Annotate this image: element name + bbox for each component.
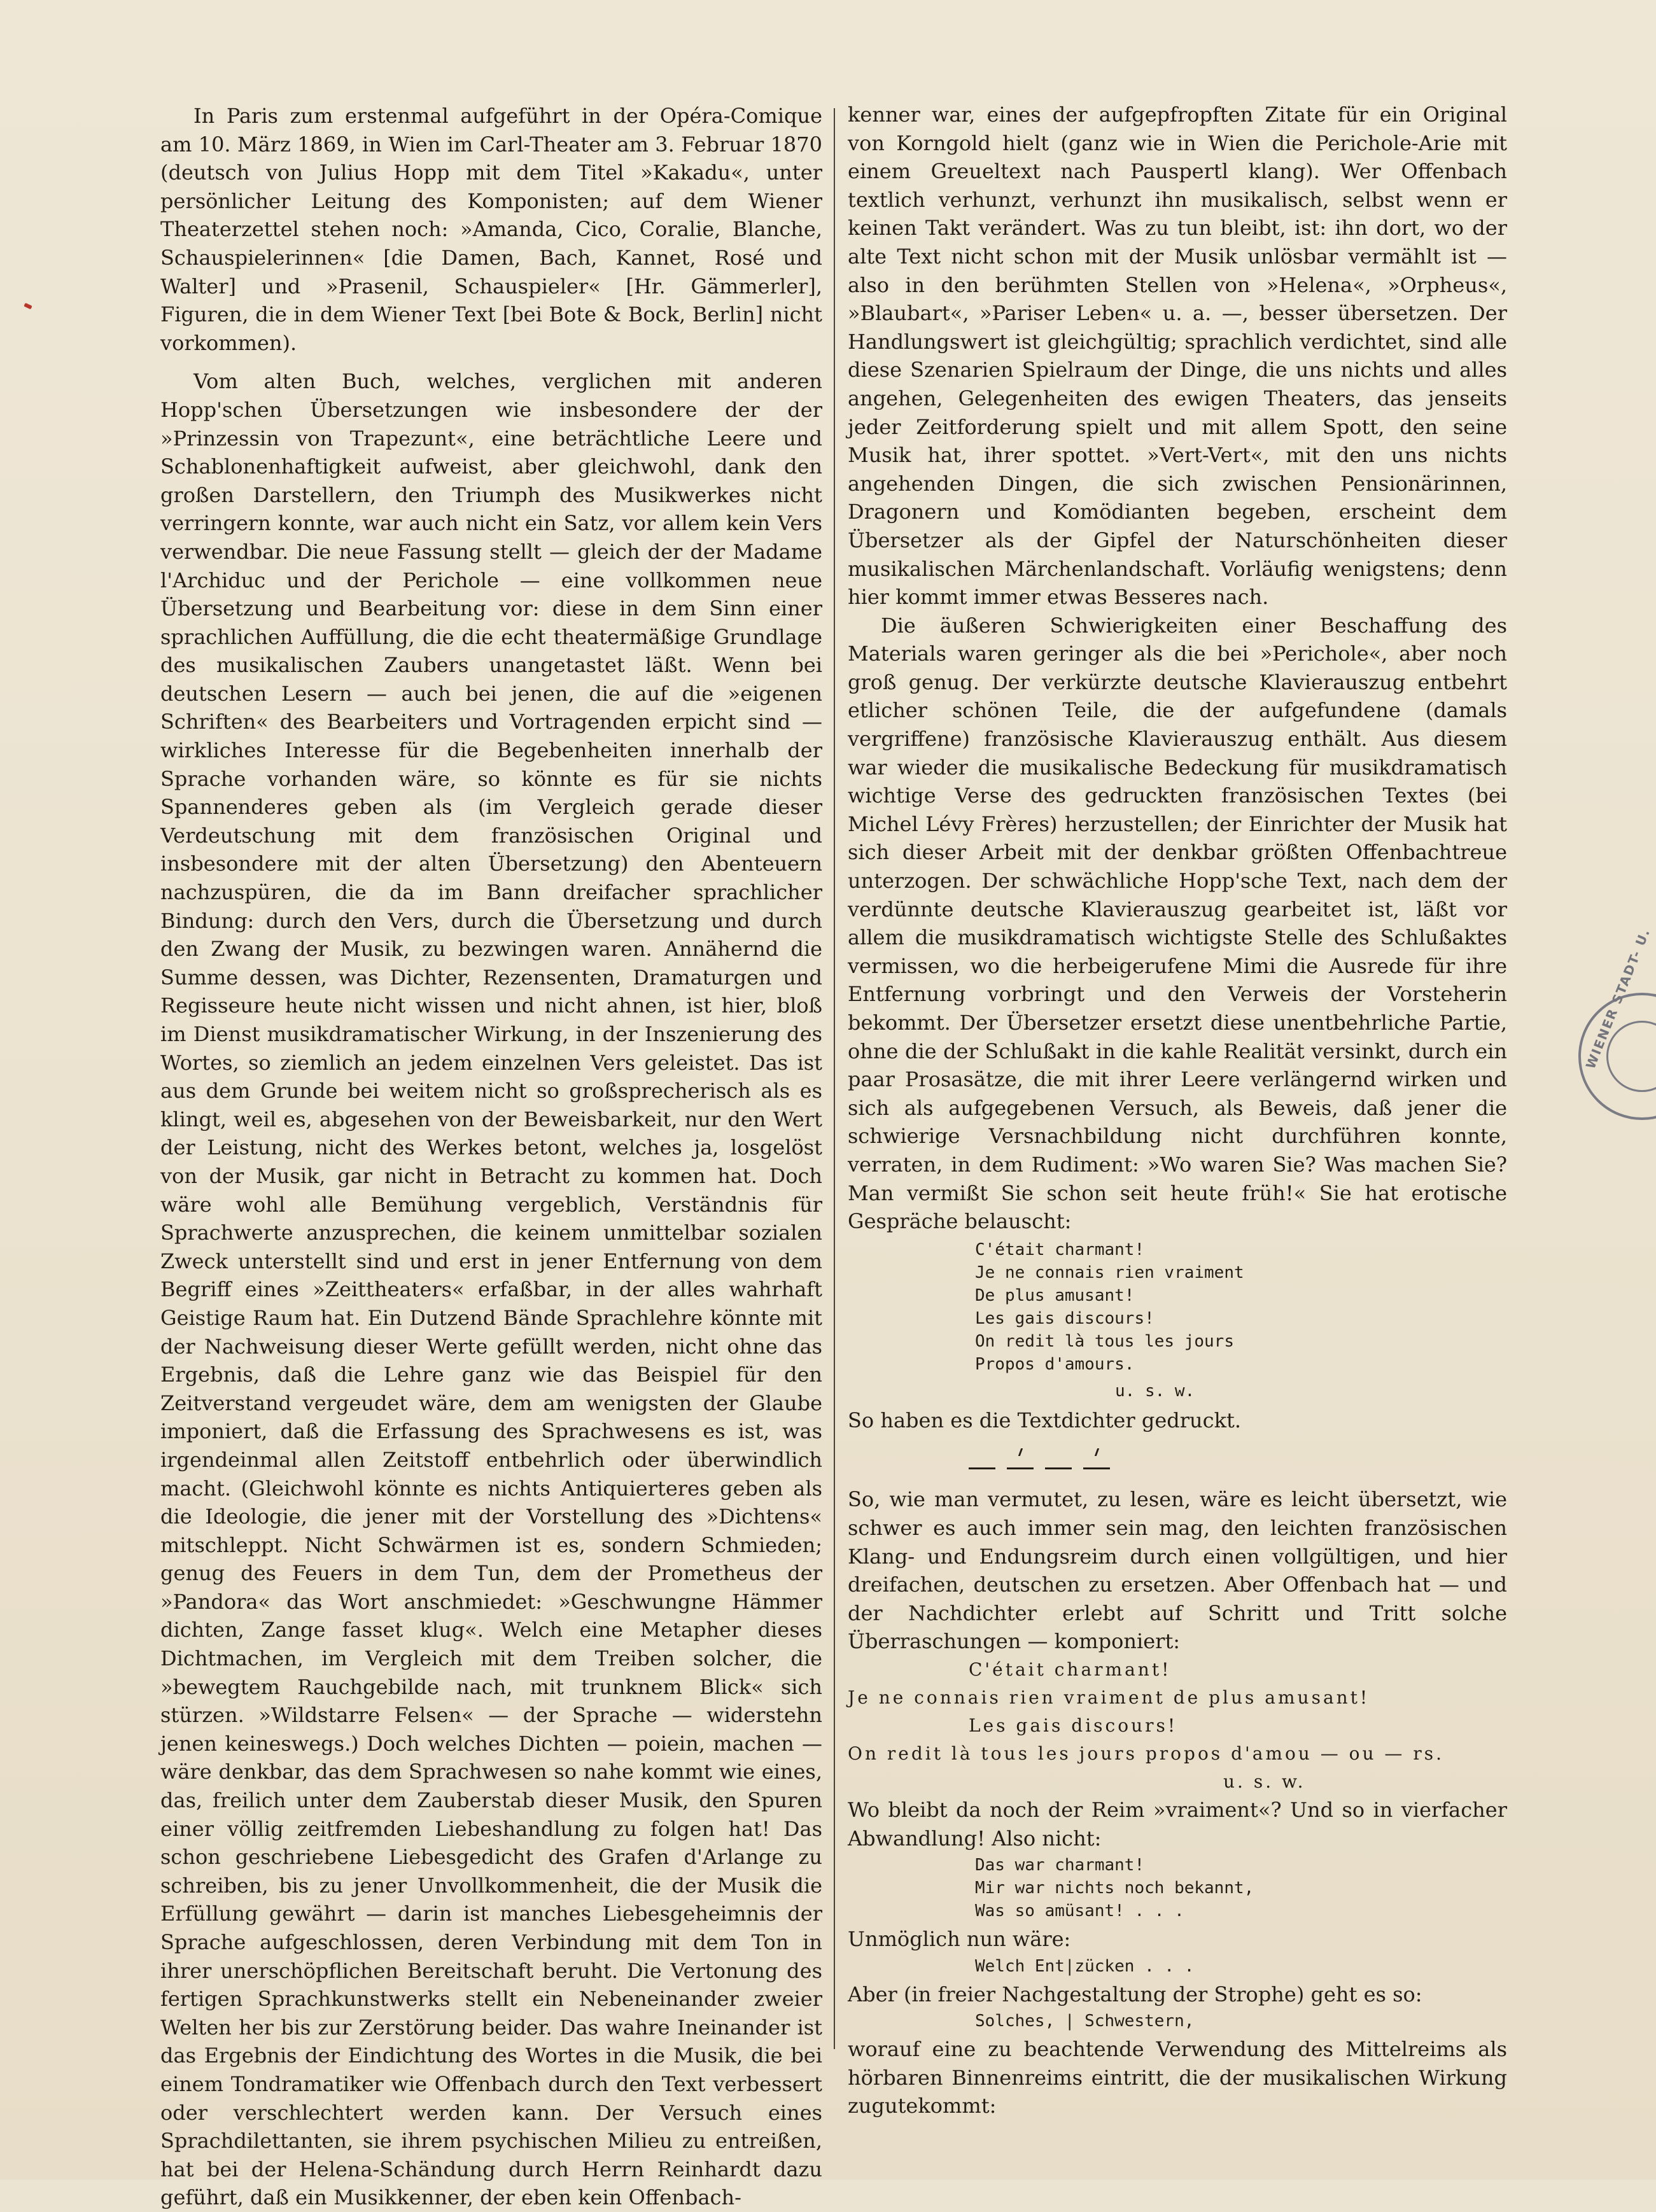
library-stamp-inner-ring — [1606, 1021, 1656, 1092]
free-adaptation-line: Aber (in freier Nachgestaltung der Strophe) geht es so: — [848, 1982, 1422, 2006]
separator-dash — [1045, 1467, 1072, 1469]
verse-usw: u. s. w. — [1115, 1381, 1195, 1401]
german-verse-rejected: Das war charmant! Mir war nichts noch bekannt, Was so amüsant! . . . — [975, 1856, 1254, 1921]
dash-separator — [848, 1434, 1507, 1485]
translation-paragraph: So, wie man vermutet, zu lesen, wäre es leicht übersetzt, wie schwer es auch immer sein mag, den leichten französischen Klang- und Endungsreim durch einen vollgültigen, und hier dreifachen, deutschen zu ersetzen. Aber Offenbach hat — und der Nachdichter erlebt auf Schritt und Tritt solche Überraschungen — komponiert: — [848, 1487, 1507, 1654]
right-text-column — [848, 101, 1507, 2120]
separator-accent — [1018, 1448, 1023, 1456]
composed-line: C'était charmant! — [969, 1658, 1172, 1680]
separator-dash — [1007, 1467, 1034, 1469]
impossible-line: Unmöglich nun wäre: — [848, 1927, 1071, 1952]
closing-paragraph: worauf eine zu beachtende Verwendung des Mittelreims als hörbaren Binnenreims eintritt, die der musikalischen Wirkung zugutekommt: — [848, 2037, 1507, 2118]
left-text-column — [160, 102, 822, 2212]
rhyme-question-paragraph: Wo bleibt da noch der Reim »vraiment«? Und so in vierfacher Abwandlung! Also nicht: — [848, 1797, 1507, 1851]
separator-dash — [969, 1467, 995, 1469]
continuation-paragraph: kenner war, eines der aufgepfropften Zitate für ein Original von Korngold hielt (ganz wie in Wien die Perichole-Arie mit einem Greueltext nach Pauspertl klang). Wer Offenbach textlich verhunzt, verhunzt ihn musikalisch, selbst wenn er keinen Takt verändert. Was zu tun bleibt, ist: ihn dort, wo der alte Text nicht schon mit der Musik unlösbar vermählt ist — also in den berühmten Stellen von »Helena«, »Orpheus«, »Blaubart«, »Pariser Leben« u. a. —, besser übersetzen. Der Handlungswert ist gleichgültig; sprachlich verdichtet, sind alle diese Szenarien Spielraum der Dinge, die uns nichts und alles angehen, Gelegenheiten des ewigen Theaters, das jenseits jeder Zeitforderung spielt und mit allem Spott, den seine Musik hat, ihrer spottet. »Vert-Vert«, mit den uns nichts angehenden Dingen, die sich zwischen Pensionärinnen, Dragonern und Komödianten begeben, erscheint dem Übersetzer als der Gipfel der Naturschönheiten dieser musikalischen Märchenlandschaft. Vorläufig wenigstens; denn hier kommt immer etwas Besseres nach. — [848, 102, 1507, 610]
german-verse-adaptation: Solches, | Schwestern, — [975, 2012, 1195, 2031]
body-paragraph: Vom alten Buch, welches, verglichen mit anderen Hopp'schen Übersetzungen wie insbesondere der der »Prinzessin von Trapezunt«, eine beträchtliche Leere und Schablonenhaftigkeit aufweist, aber gleichwohl, dank den großen Darstellern, den Triumph des Musikwerkes nicht verringern konnte, war auch nicht ein Satz, vor allem kein Vers verwendbar. Die neue Fassung stellt — gleich der der Madame l'Archiduc und der Perichole — eine vollkommen neue Übersetzung und Bearbeitung vor: diese in dem Sinn einer sprachlichen Auffüllung, die die echt theatermäßige Grundlage des musikalischen Zaubers unangetastet läßt. Wenn bei deutschen Lesern — auch bei jenen, die auf die »eigenen Schriften« des Bearbeiters und Vortragenden erpicht sind — wirkliches Interesse für die Begebenheiten innerhalb der Sprache vorhanden wäre, so könnte es für sie nichts Spannenderes geben als (im Vergleich gerade dieser Verdeutschung mit dem französischen Original und insbesondere mit der alten Übersetzung) den Abenteuern nachzuspüren, die da im Bann dreifacher sprachlicher Bindung: durch den Vers, durch die Übersetzung und durch den Zwang der Musik, zu bezwingen waren. Annähernd die Summe dessen, was Dichter, Rezensenten, Dramaturgen und Regisseure heute nicht wissen und nicht ahnen, ist hier, bloß im Dienst musikdramatischer Wirkung, in der Inszenierung des Wortes, so ziemlich an jedem einzelnen Vers geleistet. Das ist aus dem Grunde bei weitem nicht so großsprecherisch als es klingt, weil es, abgesehen von der Beweisbarkeit, nur den Wert der Leistung, nicht des Werkes betont, welches ja, losgelöst von der Musik, gar nicht in Betracht zu kommen hat. Doch wäre wohl alle Bemühung vergeblich, Verständnis für Sprachwerte anzusprechen, die keinem unmittelbar sozialen Zweck unterstellt sind und erst in jener Entfernung von dem Begriff eines »Zeittheaters« erfaßbar, in der alles wahrhaft Geistige Raum hat. Ein Dutzend Bände Sprachlehre könnte mit der Nachweisung dieser Werte gefüllt werden, nicht ohne das Ergebnis, daß die Lehre ganz wie das Beispiel für den Zeitverstand vergeudet wäre, dem am wenigsten der Glaube imponiert, daß die Erfassung des Sprachwesens es ist, was irgendeinmal allen Zeitstoff entbehrlich oder überwindlich macht. (Gleichwohl könnte es nichts Antiquierteres geben als die Ideologie, die jener mit der Vorstellung des »Dichtens« mitschleppt. Nicht Schwärmen ist es, sondern Schmieden; genug des Feuers in dem Tun, dem der Prometheus der »Pandora« das Wort anschmiedet: »Geschwungne Hämmer dichten, Zange fasset klug«. Welch eine Metapher dieses Dichtmachen, im Vergleich mit dem Treiben solcher, die »bewegtem Rauchgebilde nach, mit trunknem Blick« sich stürzen. »Wildstarre Felsen« — der Sprache — widerstehn jenen keineswegs.) Doch welches Dichten — poiein, machen — wäre denkbar, das dem Sprachwesen so nahe kommt wie eines, das, freilich unter dem Zauberstab dieser Musik, den Spuren einer völlig zeitfremden Liebeshandlung zu folgen hat! Das schon geschriebene Liebesgedicht des Grafen d'Arlange zu schreiben, bis zu jener Unvollkommenheit, die der Musik die Erfüllung gewährt — darin ist manches Liebesgeheimnis der Sprache aufgeschlossen, deren Verbindung mit dem Ton in ihrer unerschöpflichen Bereitschaft beruht. Die Vertonung des fertigen Sprachkunstwerks stellt ein Nebeneinander zweier Welten her bis zur Zerstörung beider. Das wahre Ineinander ist das Ergebnis der Eindichtung des Wortes in die Musik, die bei einem Tondramatiker wie Offenbach durch den Text verbessert oder verschlechtert werden kann. Der Versuch eines Sprachdilettanten, sie ihrem psychischen Milieu zu entreißen, hat bei der Helena-Schändung durch Herrn Reinhardt dazu geführt, daß ein Musikkenner, der eben kein Offenbach- — [160, 369, 822, 2210]
separator-accent — [1095, 1448, 1099, 1456]
separator-dash — [1083, 1467, 1110, 1469]
printed-line: So haben es die Textdichter gedruckt. — [848, 1408, 1241, 1432]
french-verse-quote: C'était charmant! Je ne connais rien vraiment De plus amusant! Les gais discours! On redit là tous les jours Propos d'amours. — [975, 1240, 1244, 1374]
red-ink-mark — [24, 303, 32, 310]
composed-line: Les gais discours! — [969, 1714, 1178, 1736]
german-verse-fragment: Welch Ent|zücken . . . — [975, 1956, 1195, 1976]
composed-line: On redit là tous les jours propos d'amou — ou — rs. — [848, 1742, 1444, 1764]
composed-line: Je ne connais rien vraiment de plus amusant! — [848, 1686, 1370, 1708]
composed-usw: u. s. w. — [1223, 1770, 1306, 1792]
column-divider — [834, 108, 835, 2049]
materials-paragraph: Die äußeren Schwierigkeiten einer Beschaffung des Materials waren geringer als die bei »Perichole«, aber noch groß genug. Der verkürzte deutsche Klavierauszug entbehrt etlicher schönen Teile, die der aufgefundene (damals vergriffene) französische Klavierauszug enthält. Aus diesem war wieder die musikalische Bedeckung für musikdramatisch wichtige Verse des gedruckten französischen Textes (bei Michel Lévy Frères) herzustellen; der Einrichter der Musik hat sich dieser Arbeit mit der denkbar größten Offenbachtreue unterzogen. Der schwächliche Hopp'sche Text, nach dem der verdünnte deutsche Klavierauszug gearbeitet ist, läßt vor allem die musikdramatisch wichtigste Stelle des Schlußaktes vermissen, wo die herbeigerufene Mimi die Ausrede für ihre Entfernung vorbringt und den Verweis der Vorsteherin bekommt. Der Übersetzer ersetzt diese unentbehrliche Partie, ohne die der Schlußakt in die kahle Realität versinkt, durch ein paar Prosasätze, die mit ihrer Leere verlängernd wirken und sich als aufgegebenen Versuch, als Beweis, daß jener die schwierige Versnachbildung nicht durchführen konnte, verraten, in dem Rudiment: »Wo waren Sie? Was machen Sie? Man vermißt Sie schon seit heute früh!« Sie hat erotische Gespräche belauscht: — [848, 613, 1507, 1234]
library-stamp-text: WIENER STADT- U. — [1582, 925, 1653, 1071]
intro-paragraph: In Paris zum erstenmal aufgeführt in der Opéra-Comique am 10. März 1869, in Wien im Carl-Theater am 3. Februar 1870 (deutsch von Julius Hopp mit dem Titel »Kakadu«, unter persönlicher Leitung des Komponisten; auf dem Wiener Theaterzettel stehen noch: »Amanda, Cico, Coralie, Blanche, Schauspielerinnen« [die Damen, Bach, Kannet, Rosé und Walter] und »Prasenil, Schauspieler« [Hr. Gämmerler], Figuren, die in dem Wiener Text [bei Bote & Bock, Berlin] nicht vorkommen). — [160, 104, 822, 355]
library-stamp — [1578, 925, 1656, 1120]
